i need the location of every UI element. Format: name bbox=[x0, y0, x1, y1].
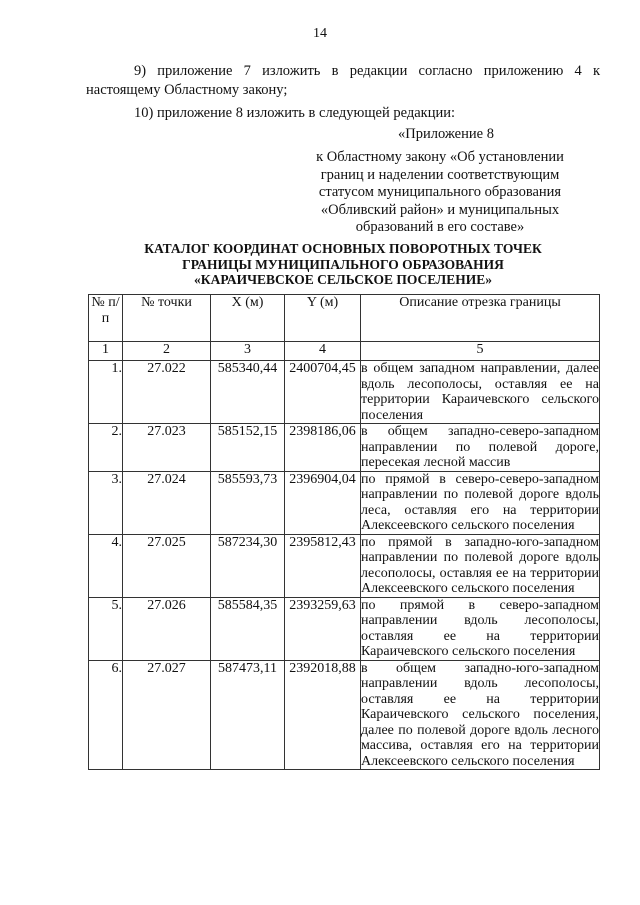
paragraph-text: 9) приложение 7 изложить в редакции согласно приложению 4 к настоящему Областному закону; bbox=[86, 63, 600, 98]
paragraph-item-10 bbox=[86, 104, 600, 123]
row-x: 587234,30 bbox=[211, 534, 285, 597]
catalog-title-line: КАТАЛОГ КООРДИНАТ ОСНОВНЫХ ПОВОРОТНЫХ ТОЧЕК bbox=[144, 241, 542, 256]
row-description: в общем западном направлении, далее вдоль лесополосы, оставляя ее на территории Караичевского сельского поселения bbox=[361, 361, 599, 423]
appendix-line: к Областному закону «Об установлении bbox=[316, 149, 564, 165]
header-y: Y (м) bbox=[285, 295, 361, 342]
row-point: 27.027 bbox=[123, 660, 211, 770]
row-y: 2395812,43 bbox=[285, 534, 361, 597]
row-description: по прямой в западно-юго-западном направлении по полевой дороге вдоль лесополосы, оставляя ее на территории Алексеевского сельского поселения bbox=[361, 534, 599, 596]
row-y: 2396904,04 bbox=[285, 471, 361, 534]
row-point: 27.022 bbox=[123, 361, 211, 424]
row-index: 6. bbox=[89, 660, 123, 770]
row-y: 2393259,63 bbox=[285, 597, 361, 660]
row-description: по прямой в северо-северо-западном направлении по полевой дороге вдоль леса, оставляя его на территории Алексеевского сельского поселения bbox=[361, 471, 599, 533]
header-index: № п/п bbox=[89, 295, 123, 342]
table-row bbox=[89, 660, 600, 770]
row-index: 4. bbox=[89, 534, 123, 597]
catalog-title-line: ГРАНИЦЫ МУНИЦИПАЛЬНОГО ОБРАЗОВАНИЯ bbox=[182, 256, 504, 272]
row-x: 585593,73 bbox=[211, 471, 285, 534]
catalog-title bbox=[86, 241, 600, 288]
table-row bbox=[89, 424, 600, 472]
column-number: 2 bbox=[123, 342, 211, 361]
row-index: 5. bbox=[89, 597, 123, 660]
row-x: 585152,15 bbox=[211, 424, 285, 472]
row-point: 27.024 bbox=[123, 471, 211, 534]
row-point: 27.023 bbox=[123, 424, 211, 472]
appendix-heading: «Приложение 8 bbox=[398, 126, 494, 142]
paragraph-text: 10) приложение 8 изложить в следующей редакции: bbox=[134, 105, 456, 121]
column-number: 3 bbox=[211, 342, 285, 361]
row-x: 587473,11 bbox=[211, 660, 285, 770]
page-number: 14 bbox=[313, 26, 327, 41]
row-description: в общем западно-северо-западном направлении по полевой дороге, пересекая лесной массив bbox=[361, 424, 599, 470]
appendix-line: статусом муниципального образования bbox=[318, 184, 562, 200]
appendix-line: образований в его составе» bbox=[355, 219, 525, 235]
row-description: по прямой в северо-западном направлении вдоль лесополосы, оставляя ее на территории Караичевского сельского поселения bbox=[361, 597, 599, 659]
table-row bbox=[89, 597, 600, 660]
row-y: 2398186,06 bbox=[285, 424, 361, 472]
paragraph-item-9 bbox=[86, 62, 600, 100]
table-row bbox=[89, 534, 600, 597]
appendix-line: «Обливский район» и муниципальных bbox=[320, 201, 560, 218]
header-description: Описание отрезка границы bbox=[361, 295, 600, 342]
row-y: 2392018,88 bbox=[285, 660, 361, 770]
table-header-row bbox=[89, 295, 600, 342]
row-description: в общем западно-юго-западном направлении вдоль лесополосы, оставляя ее на территории Караичевского сельского поселения, далее по полевой дороге вдоль лесного массива, оставляя его на территории Алексеевского сельского поселения bbox=[361, 660, 599, 769]
row-x: 585340,44 bbox=[211, 361, 285, 424]
table-row bbox=[89, 471, 600, 534]
row-index: 3. bbox=[89, 471, 123, 534]
catalog-title-line: «КАРАИЧЕВСКОЕ СЕЛЬСКОЕ ПОСЕЛЕНИЕ» bbox=[194, 272, 492, 287]
row-point: 27.026 bbox=[123, 597, 211, 660]
row-point: 27.025 bbox=[123, 534, 211, 597]
column-number: 1 bbox=[89, 342, 123, 361]
appendix-reference bbox=[300, 149, 580, 237]
row-index: 2. bbox=[89, 424, 123, 472]
column-number-row bbox=[89, 342, 600, 361]
header-point: № точки bbox=[123, 295, 211, 342]
coordinates-table bbox=[88, 294, 600, 770]
header-x: X (м) bbox=[211, 295, 285, 342]
appendix-line: границ и наделении соответствующим bbox=[320, 166, 560, 183]
column-number: 4 bbox=[285, 342, 361, 361]
column-number: 5 bbox=[361, 342, 600, 361]
table-row bbox=[89, 361, 600, 424]
row-index: 1. bbox=[89, 361, 123, 424]
row-x: 585584,35 bbox=[211, 597, 285, 660]
row-y: 2400704,45 bbox=[285, 361, 361, 424]
